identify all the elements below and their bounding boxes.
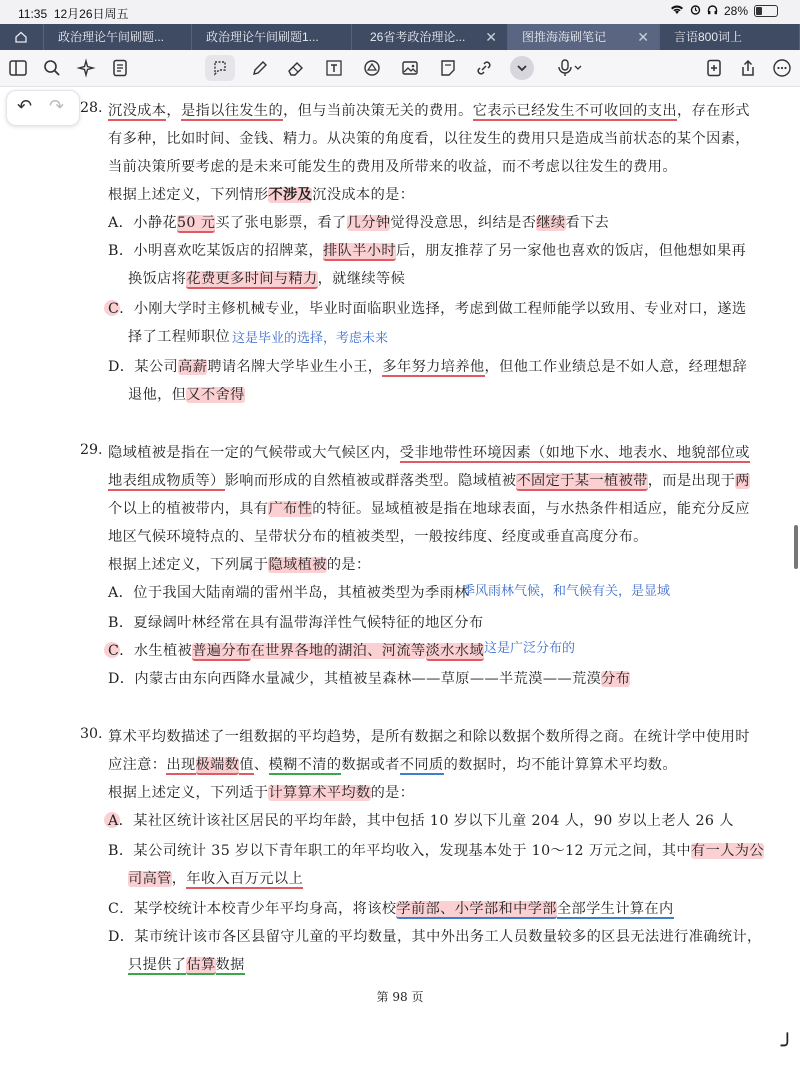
- chevron-down-icon[interactable]: [510, 56, 534, 80]
- question-number: 29.: [80, 442, 103, 458]
- q29-option-b: B．夏绿阔叶林经常在具有温带海洋性气候特征的地区分布: [108, 615, 484, 631]
- document-icon[interactable]: [108, 56, 132, 80]
- sticky-note-icon[interactable]: [436, 56, 460, 80]
- q28-option-d: D．某公司高薪聘请名牌大学毕业生小王，多年努力培养他，但他工作业绩总是不如人意，经理想辞: [108, 359, 748, 375]
- status-time: 11:35 12月26日周五: [18, 7, 129, 21]
- tab-5[interactable]: 言语800词上: [660, 24, 800, 50]
- undo-icon[interactable]: ↶: [17, 96, 33, 117]
- status-bar: [0, 0, 800, 24]
- home-tab[interactable]: [0, 24, 44, 50]
- handwritten-note: 季风雨林气候，和气候有关，是显域: [462, 584, 671, 599]
- ai-sparkle-icon[interactable]: [74, 56, 98, 80]
- battery-percent: 28%: [723, 4, 748, 18]
- q29-option-d: D．内蒙古由东向西降水量减少，其植被呈森林——草原——半荒漠——荒漠分布: [108, 671, 631, 687]
- question-number: 30.: [80, 726, 103, 742]
- eraser-icon[interactable]: [284, 56, 308, 80]
- q28-option-b: B．小明喜欢吃某饭店的招牌菜，排队半小时后，朋友推荐了另一家他也喜欢的饭店，但他想如果再: [108, 243, 747, 259]
- q29-line-2: 地表组成物质等）影响而形成的自然植被或群落类型。隐域植被不固定于某一植被带，而是出现于两: [108, 473, 750, 489]
- close-icon[interactable]: ✕: [485, 29, 497, 45]
- redo-icon[interactable]: ↷: [49, 96, 65, 117]
- q28-option-b-cont: 换饭店将花费更多时间与精力，就继续等候: [128, 271, 406, 287]
- q28-stem: 根据上述定义，下列情形不涉及沉没成本的是：: [108, 187, 415, 203]
- q29-stem: 根据上述定义，下列属于隐域植被的是：: [108, 557, 371, 573]
- tab-bar: [0, 24, 800, 50]
- q30-option-d: D．某市统计该市各区县留守儿童的平均数量，其中外出务工人员数量较多的区县无法进行准确统计，: [108, 929, 762, 945]
- tab-1[interactable]: 政治理论午间刷题...: [44, 24, 192, 50]
- q28-option-c-cont: 择了工程师职位: [128, 329, 231, 345]
- q29-option-a: A．位于我国大陆南端的雷州半岛，其植被类型为季雨林: [108, 585, 469, 601]
- headphones-icon: [707, 4, 718, 18]
- q28-line-3: 当前决策所要考虑的是未来可能发生的费用及所带来的收益，而不考虑以往发生的费用。: [108, 159, 677, 175]
- q28-line-1: 沉没成本，是指以往发生的，但与当前决策无关的费用。它表示已经发生不可收回的支出，存在形式: [108, 103, 750, 119]
- q28-option-d-cont: 退他，但又不舍得: [128, 387, 245, 403]
- toolbar: [0, 50, 800, 87]
- q28-option-a: A．小静花50 元买了张电影票，看了几分钟觉得没意思，纠结是否继续看下去: [108, 215, 610, 231]
- lasso-select-icon[interactable]: [205, 55, 235, 81]
- close-icon[interactable]: ✕: [637, 29, 649, 45]
- wifi-icon: [670, 4, 684, 18]
- text-box-icon[interactable]: [322, 56, 346, 80]
- page-number: 第 98 页: [376, 990, 424, 1004]
- q29-line-1: 隐域植被是指在一定的气候带或大气候区内，受非地带性环境因素（如地下水、地表水、地貌部位或: [108, 445, 750, 461]
- q30-option-c: C．某学校统计本校青少年平均身高，将该校学前部、小学部和中学部全部学生计算在内: [108, 901, 674, 917]
- pen-icon[interactable]: [248, 56, 272, 80]
- q30-option-b: B．某公司统计 35 岁以下青年职工的年平均收入，发现基本处于 10～12 万元之间，其中有一人为公: [108, 843, 764, 859]
- q30-option-d-cont: 只提供了估算数据: [128, 957, 245, 973]
- search-icon[interactable]: [40, 56, 64, 80]
- image-icon[interactable]: [398, 56, 422, 80]
- q28-line-2: 有多种，比如时间、金钱、精力。从决策的角度看，以往发生的费用只是造成当前状态的某个因素，: [108, 131, 750, 147]
- q29-option-c: C．水生植被普遍分布在世界各地的湖泊、河流等淡水水域: [108, 643, 484, 659]
- add-page-icon[interactable]: [702, 56, 726, 80]
- sidebar-icon[interactable]: [6, 56, 30, 80]
- q29-line-4: 地区气候环境特点的、呈带状分布的植被类型，一般按纬度、经度或垂直高度分布。: [108, 529, 648, 545]
- handwritten-note: 这是毕业的选择，考虑未来: [232, 331, 389, 346]
- undo-redo-panel: [6, 90, 80, 126]
- q30-line-2: 应注意：出现极端数值、模糊不清的数据或者不同质的数据时，均不能计算算术平均数。: [108, 757, 677, 773]
- shapes-icon[interactable]: [360, 56, 384, 80]
- q30-option-b-cont: 司高管，年收入百万元以上: [128, 871, 304, 887]
- page-curl-icon[interactable]: ╯: [780, 1034, 794, 1059]
- tab-3[interactable]: 26省考政治理论... ✕: [352, 24, 508, 50]
- tab-2[interactable]: 政治理论午间刷题1...: [192, 24, 352, 50]
- q30-line-1: 算术平均数描述了一组数据的平均趋势，是所有数据之和除以数据个数所得之商。在统计学中使用时: [108, 729, 750, 745]
- tab-4-active[interactable]: 图推海海刷笔记 ✕: [508, 24, 660, 50]
- question-number: 28.: [80, 100, 103, 116]
- q28-option-c: C．小刚大学时主修机械专业，毕业时面临职业选择，考虑到做工程师能学以致用、专业对口，遂选: [108, 301, 747, 317]
- q30-stem: 根据上述定义，下列适于计算算术平均数的是：: [108, 785, 415, 801]
- q29-line-3: 个以上的植被带内，具有广布性的特征。显域植被是指在地球表面，与水热条件相适应，能充分反应: [108, 501, 750, 517]
- q30-option-a: A．某社区统计该社区居民的平均年龄，其中包括 10 岁以下儿童 204 人，90 岁以上老人 26 人: [108, 813, 734, 829]
- home-icon: [14, 30, 28, 44]
- more-icon[interactable]: [770, 56, 794, 80]
- battery-icon: [754, 5, 778, 17]
- share-icon[interactable]: [736, 56, 760, 80]
- alarm-icon: [690, 4, 701, 18]
- scrollbar[interactable]: [794, 525, 798, 569]
- handwritten-note: 这是广泛分布的: [484, 641, 576, 656]
- microphone-icon[interactable]: [552, 56, 588, 80]
- link-icon[interactable]: [472, 56, 496, 80]
